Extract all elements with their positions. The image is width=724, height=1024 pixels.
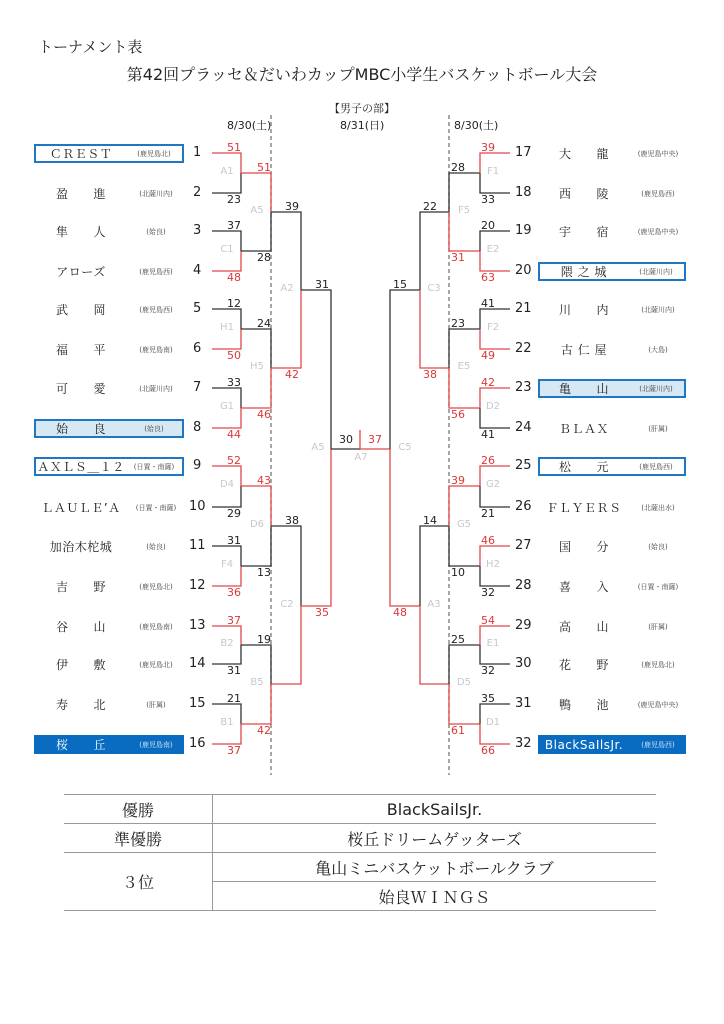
match-label: B5 bbox=[250, 677, 264, 688]
team-row[interactable] bbox=[34, 262, 184, 281]
match-label: E5 bbox=[457, 361, 471, 372]
score: 49 bbox=[481, 349, 495, 362]
team-region: (姶良) bbox=[146, 542, 166, 551]
seed-number: 1 bbox=[193, 145, 202, 160]
team-name: 寿 北 bbox=[55, 698, 106, 712]
team-name: 川 内 bbox=[558, 303, 609, 317]
team-row[interactable] bbox=[34, 340, 184, 359]
score: 37 bbox=[227, 614, 241, 627]
seed-number: 18 bbox=[515, 185, 532, 200]
match-label: C1 bbox=[220, 244, 234, 255]
score: 25 bbox=[451, 633, 465, 646]
score: 51 bbox=[257, 161, 271, 174]
team-row[interactable] bbox=[538, 577, 686, 596]
score: 21 bbox=[227, 692, 241, 705]
team-region: (鹿児島中央) bbox=[637, 227, 679, 236]
team-row[interactable] bbox=[538, 457, 686, 476]
score: 31 bbox=[451, 251, 465, 264]
match-label: H5 bbox=[250, 361, 264, 372]
score: 33 bbox=[481, 193, 495, 206]
team-name: 花 野 bbox=[558, 658, 609, 672]
match-label: D2 bbox=[485, 401, 501, 412]
score: 51 bbox=[227, 141, 241, 154]
results-table bbox=[64, 794, 656, 911]
team-name: 大 龍 bbox=[558, 147, 609, 161]
seed-number: 16 bbox=[189, 736, 206, 751]
tournament-title: 第42回プラッセ＆だいわカップMBC小学生バスケットボール大会 bbox=[126, 65, 598, 84]
score: 42 bbox=[285, 368, 299, 381]
score: 33 bbox=[227, 376, 241, 389]
seed-number: 5 bbox=[193, 301, 202, 316]
team-name: 松 元 bbox=[558, 460, 609, 474]
score: 50 bbox=[227, 349, 241, 362]
score: 46 bbox=[257, 408, 271, 421]
team-region: (鹿児島中央) bbox=[637, 700, 679, 709]
team-region: (鹿児島西) bbox=[641, 189, 675, 198]
rank-team: 桜丘ドリームゲッターズ bbox=[213, 824, 657, 853]
match-label: F2 bbox=[486, 322, 500, 333]
score: 43 bbox=[257, 474, 271, 487]
team-region: (鹿児島北) bbox=[139, 660, 173, 669]
score: 39 bbox=[481, 141, 495, 154]
team-name: 鴨 池 bbox=[558, 698, 609, 712]
team-name: 伊 敷 bbox=[55, 658, 106, 672]
match-label: A5 bbox=[311, 442, 325, 453]
final-score-left: 30 bbox=[339, 433, 353, 446]
match-label: F5 bbox=[457, 205, 471, 216]
match-label: C2 bbox=[280, 599, 294, 610]
seed-number: 27 bbox=[515, 538, 532, 553]
team-name: 隼 人 bbox=[55, 225, 106, 239]
team-row[interactable] bbox=[34, 498, 184, 517]
score: 37 bbox=[227, 219, 241, 232]
date-right: 8/30(土) bbox=[454, 119, 499, 132]
match-label: A1 bbox=[220, 166, 234, 177]
team-region: (鹿児島西) bbox=[139, 267, 173, 276]
score: 36 bbox=[227, 586, 241, 599]
seed-number: 26 bbox=[515, 499, 532, 514]
score: 14 bbox=[423, 514, 437, 527]
team-row[interactable] bbox=[34, 655, 184, 674]
score: 19 bbox=[257, 633, 271, 646]
team-name: 吉 野 bbox=[55, 580, 106, 594]
match-label: B2 bbox=[220, 638, 234, 649]
score: 61 bbox=[451, 724, 465, 737]
final-match-label: A7 bbox=[354, 452, 368, 463]
team-row[interactable] bbox=[34, 419, 184, 438]
team-region: (鹿児島西) bbox=[139, 305, 173, 314]
division-label: 【男子の部】 bbox=[329, 102, 395, 115]
team-name: 武 岡 bbox=[55, 303, 106, 317]
match-label: G1 bbox=[219, 401, 235, 412]
team-row[interactable] bbox=[538, 695, 686, 714]
document-label: トーナメント表 bbox=[38, 38, 143, 56]
score: 31 bbox=[315, 278, 329, 291]
rank-label: 優勝 bbox=[64, 795, 213, 824]
score: 22 bbox=[423, 200, 437, 213]
score: 15 bbox=[393, 278, 407, 291]
match-label: E2 bbox=[486, 244, 500, 255]
team-name: 桜 丘 bbox=[55, 738, 106, 752]
team-name: ＬＡＵＬＥ’Ａ bbox=[41, 501, 121, 515]
team-region: (日置・南薩) bbox=[135, 503, 177, 512]
score: 35 bbox=[315, 606, 329, 619]
team-name: 可 愛 bbox=[55, 382, 106, 396]
team-row[interactable] bbox=[34, 617, 184, 636]
team-name: 宇 宿 bbox=[558, 225, 609, 239]
match-label: H2 bbox=[486, 559, 500, 570]
score: 48 bbox=[393, 606, 407, 619]
team-row[interactable] bbox=[538, 655, 686, 674]
team-row[interactable] bbox=[34, 144, 184, 163]
team-region: (北薩出水) bbox=[641, 503, 675, 512]
seed-number: 6 bbox=[193, 341, 202, 356]
team-region: (日置・南薩) bbox=[133, 462, 175, 471]
score: 31 bbox=[227, 664, 241, 677]
match-label: G5 bbox=[456, 519, 472, 530]
match-label: A2 bbox=[280, 283, 294, 294]
seed-number: 19 bbox=[515, 223, 532, 238]
match-label: G2 bbox=[485, 479, 501, 490]
team-region: (大島) bbox=[648, 345, 668, 354]
match-label: D1 bbox=[485, 717, 501, 728]
match-label: A5 bbox=[250, 205, 264, 216]
seed-number: 24 bbox=[515, 420, 532, 435]
seed-number: 14 bbox=[189, 656, 206, 671]
rank-label: 準優勝 bbox=[64, 824, 213, 853]
team-row[interactable] bbox=[34, 735, 184, 754]
seed-number: 10 bbox=[189, 499, 206, 514]
score: 42 bbox=[257, 724, 271, 737]
team-region: (鹿児島西) bbox=[641, 740, 675, 749]
seed-number: 3 bbox=[193, 223, 202, 238]
team-row[interactable] bbox=[538, 262, 686, 281]
score: 28 bbox=[257, 251, 271, 264]
team-name: 国 分 bbox=[558, 540, 609, 554]
team-region: (鹿児島北) bbox=[137, 149, 171, 158]
team-region: (肝属) bbox=[146, 700, 166, 709]
team-region: (北薩川内) bbox=[639, 384, 673, 393]
score: 38 bbox=[423, 368, 437, 381]
team-row[interactable] bbox=[538, 144, 686, 163]
team-row[interactable] bbox=[538, 340, 686, 359]
team-row[interactable] bbox=[34, 457, 184, 476]
score: 52 bbox=[227, 454, 241, 467]
seed-number: 28 bbox=[515, 578, 532, 593]
team-region: (肝属) bbox=[648, 424, 668, 433]
score: 10 bbox=[451, 566, 465, 579]
match-label: F4 bbox=[220, 559, 234, 570]
score: 35 bbox=[481, 692, 495, 705]
match-label: D4 bbox=[219, 479, 235, 490]
team-row[interactable] bbox=[538, 184, 686, 203]
match-label: C3 bbox=[427, 283, 441, 294]
seed-number: 12 bbox=[189, 578, 206, 593]
results-row bbox=[64, 795, 656, 824]
team-name: 喜 入 bbox=[558, 580, 609, 594]
seed-number: 22 bbox=[515, 341, 532, 356]
team-row[interactable] bbox=[538, 537, 686, 556]
seed-number: 32 bbox=[515, 736, 532, 751]
date-left: 8/30(土) bbox=[227, 119, 272, 132]
seed-number: 2 bbox=[193, 185, 202, 200]
match-label: F1 bbox=[486, 166, 500, 177]
seed-number: 30 bbox=[515, 656, 532, 671]
team-region: (鹿児島南) bbox=[139, 345, 173, 354]
match-label: H1 bbox=[220, 322, 234, 333]
team-name: ＢＬＡＸ bbox=[558, 422, 609, 436]
team-name: 盈 進 bbox=[55, 187, 106, 201]
team-name: 亀 山 bbox=[558, 382, 609, 396]
score: 31 bbox=[227, 534, 241, 547]
rank-team: 亀山ミニバスケットボールクラブ bbox=[213, 853, 657, 882]
team-region: (肝属) bbox=[648, 622, 668, 631]
score: 32 bbox=[481, 586, 495, 599]
seed-number: 11 bbox=[189, 538, 206, 553]
match-label: D6 bbox=[249, 519, 265, 530]
seed-number: 8 bbox=[193, 420, 202, 435]
score: 12 bbox=[227, 297, 241, 310]
score: 66 bbox=[481, 744, 495, 757]
team-region: (北薩川内) bbox=[641, 305, 675, 314]
score: 23 bbox=[451, 317, 465, 330]
team-row[interactable] bbox=[538, 735, 686, 754]
score: 26 bbox=[481, 454, 495, 467]
results-row bbox=[64, 824, 656, 853]
score: 23 bbox=[227, 193, 241, 206]
team-row[interactable] bbox=[34, 300, 184, 319]
team-name: 古 仁 屋 bbox=[560, 343, 608, 357]
team-row[interactable] bbox=[538, 300, 686, 319]
seed-number: 7 bbox=[193, 380, 202, 395]
team-row[interactable] bbox=[34, 537, 184, 556]
seed-number: 15 bbox=[189, 696, 206, 711]
score: 41 bbox=[481, 297, 495, 310]
match-label: E1 bbox=[486, 638, 500, 649]
team-row[interactable] bbox=[538, 379, 686, 398]
team-row[interactable] bbox=[538, 222, 686, 241]
score: 42 bbox=[481, 376, 495, 389]
team-region: (北薩川内) bbox=[139, 384, 173, 393]
score: 48 bbox=[227, 271, 241, 284]
team-name: 加治木柁城 bbox=[49, 540, 113, 554]
score: 44 bbox=[227, 428, 241, 441]
score: 24 bbox=[257, 317, 271, 330]
score: 32 bbox=[481, 664, 495, 677]
score: 21 bbox=[481, 507, 495, 520]
team-name: ＣＲＥＳＴ bbox=[49, 147, 113, 161]
seed-number: 17 bbox=[515, 145, 532, 160]
team-row[interactable] bbox=[34, 379, 184, 398]
team-name: 始 良 bbox=[55, 422, 106, 436]
score: 38 bbox=[285, 514, 299, 527]
seed-number: 9 bbox=[193, 458, 202, 473]
team-row[interactable] bbox=[34, 184, 184, 203]
team-row[interactable] bbox=[34, 577, 184, 596]
team-region: (姶良) bbox=[146, 227, 166, 236]
team-name: ＦＬＹＥＲＳ bbox=[546, 501, 622, 515]
seed-number: 21 bbox=[515, 301, 532, 316]
team-region: (鹿児島北) bbox=[641, 660, 675, 669]
team-row[interactable] bbox=[538, 498, 686, 517]
team-name: BlackSaIlsJr. bbox=[544, 737, 624, 752]
seed-number: 13 bbox=[189, 618, 206, 633]
team-region: (姶良) bbox=[648, 542, 668, 551]
seed-number: 4 bbox=[193, 263, 202, 278]
match-label: B1 bbox=[220, 717, 234, 728]
score: 39 bbox=[451, 474, 465, 487]
score: 56 bbox=[451, 408, 465, 421]
score: 28 bbox=[451, 161, 465, 174]
team-region: (鹿児島南) bbox=[139, 740, 173, 749]
team-region: (鹿児島北) bbox=[139, 582, 173, 591]
seed-number: 29 bbox=[515, 618, 532, 633]
team-row[interactable] bbox=[34, 222, 184, 241]
rank-label: ３位 bbox=[64, 853, 213, 911]
date-center: 8/31(日) bbox=[340, 119, 385, 132]
results-row bbox=[64, 853, 656, 882]
team-region: (北薩川内) bbox=[639, 267, 673, 276]
team-region: (姶良) bbox=[144, 424, 164, 433]
seed-number: 23 bbox=[515, 380, 532, 395]
team-name: ＡＸＬＳ＿１２ bbox=[37, 460, 125, 474]
team-region: (鹿児島西) bbox=[639, 462, 673, 471]
team-region: (鹿児島南) bbox=[139, 622, 173, 631]
score: 13 bbox=[257, 566, 271, 579]
team-name: 西 陵 bbox=[558, 187, 609, 201]
team-name: 福 平 bbox=[55, 343, 106, 357]
score: 63 bbox=[481, 271, 495, 284]
score: 20 bbox=[481, 219, 495, 232]
rank-team: 始良ＷＩＮＧＳ bbox=[213, 882, 657, 911]
score: 29 bbox=[227, 507, 241, 520]
team-row[interactable] bbox=[538, 419, 686, 438]
match-label: A3 bbox=[427, 599, 441, 610]
score: 39 bbox=[285, 200, 299, 213]
team-region: (鹿児島中央) bbox=[637, 149, 679, 158]
seed-number: 25 bbox=[515, 458, 532, 473]
seed-number: 31 bbox=[515, 696, 532, 711]
score: 37 bbox=[227, 744, 241, 757]
score: 41 bbox=[481, 428, 495, 441]
team-row[interactable] bbox=[538, 617, 686, 636]
team-name: 高 山 bbox=[558, 620, 609, 634]
seed-number: 20 bbox=[515, 263, 532, 278]
score: 46 bbox=[481, 534, 495, 547]
team-name: 谷 山 bbox=[55, 620, 106, 634]
team-row[interactable] bbox=[34, 695, 184, 714]
team-name: 隈 之 城 bbox=[560, 265, 608, 279]
match-label: D5 bbox=[456, 677, 472, 688]
match-label: C5 bbox=[398, 442, 412, 453]
team-region: (日置・南薩) bbox=[637, 582, 679, 591]
final-score-right: 37 bbox=[368, 433, 382, 446]
score: 54 bbox=[481, 614, 495, 627]
rank-team: BlackSailsJr. bbox=[213, 795, 657, 824]
team-name: アローズ bbox=[56, 265, 106, 279]
team-region: (北薩川内) bbox=[139, 189, 173, 198]
